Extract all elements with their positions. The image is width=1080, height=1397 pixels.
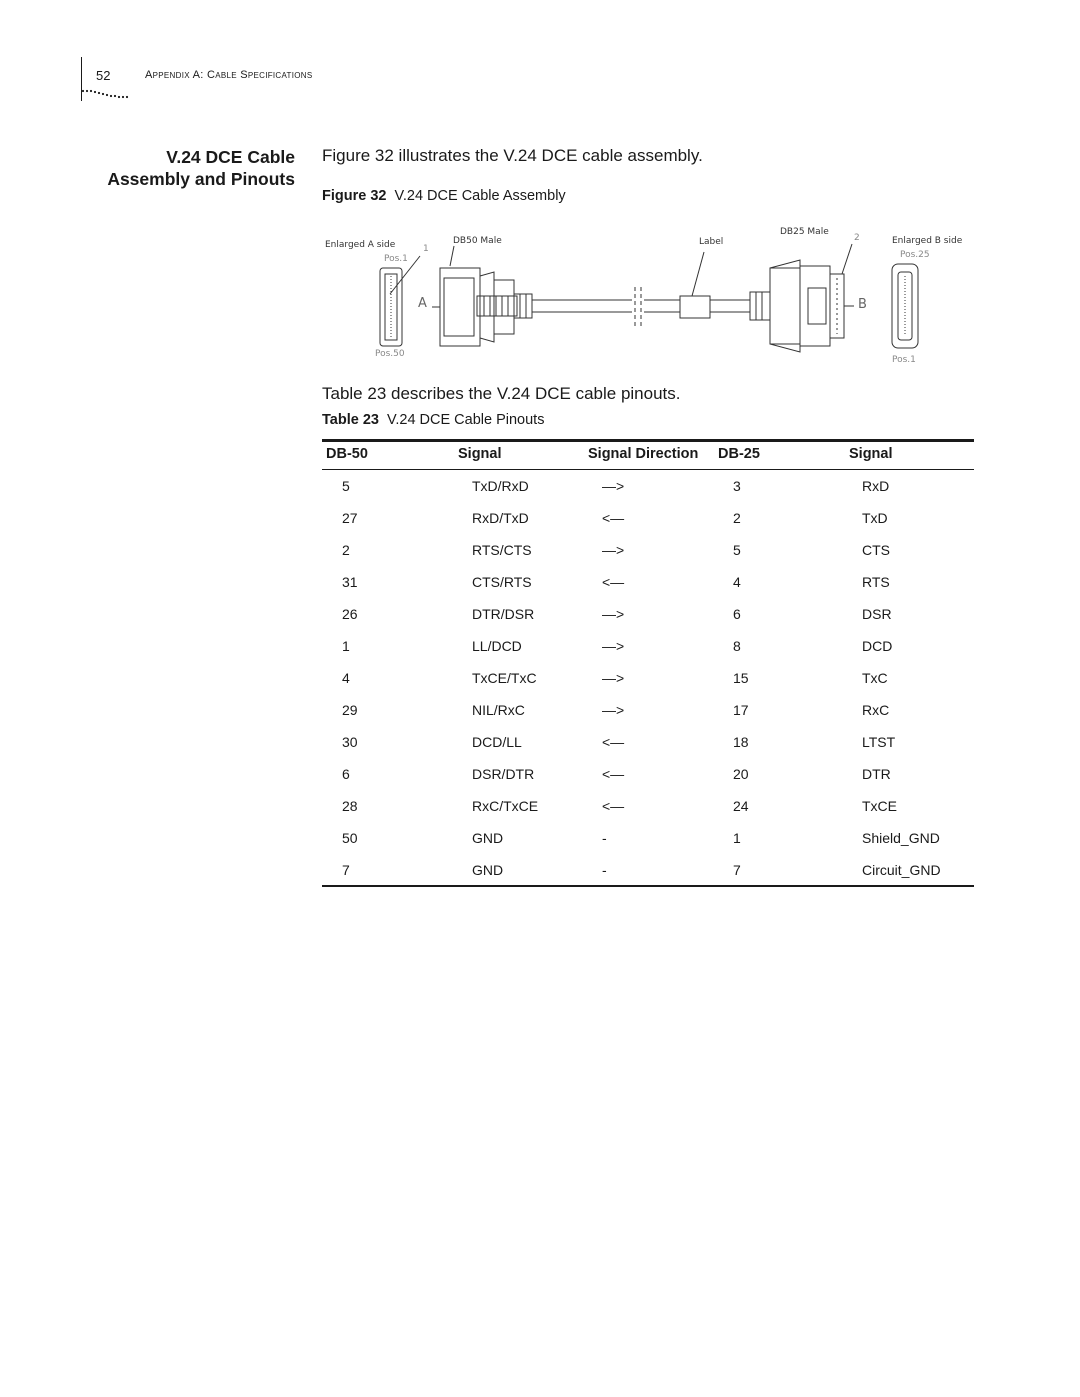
label-pos1-b: Pos.1 [892,355,916,365]
cell-db25: 1 [733,830,741,846]
cell-db25: 2 [733,510,741,526]
figure-caption-label: Figure 32 [322,188,387,204]
cell-signal-a: RxC/TxCE [472,798,539,814]
cable-assembly-figure [322,222,974,370]
figure-caption-text: V.24 DCE Cable Assembly [394,188,566,204]
cell-db25: 5 [733,542,741,558]
header-dots-ornament [80,88,132,102]
label-b: B [858,297,867,312]
cell-direction: <— [602,574,625,590]
cell-signal-b: RxC [862,702,890,718]
cell-db25: 18 [733,734,749,750]
cell-db25: 3 [733,478,741,494]
cell-signal-a: GND [472,862,504,878]
table-top-rule [322,439,974,442]
section-heading [35,146,295,190]
cell-signal-a: DTR/DSR [472,606,535,622]
cell-direction: —> [602,606,625,622]
section-heading-line2: Assembly and Pinouts [107,169,295,189]
cell-direction: <— [602,734,625,750]
label-db25: DB25 Male [780,227,829,237]
table-row [0,830,1080,862]
header-signal-b: Signal [849,446,893,462]
cell-signal-a: CTS/RTS [472,574,532,590]
label-pos50: Pos.50 [375,349,405,359]
label-enlarged-a: Enlarged A side [325,240,396,250]
table-caption [322,412,544,428]
cell-db25: 4 [733,574,741,590]
cell-direction: - [602,862,607,878]
figure-intro-text: Figure 32 illustrates the V.24 DCE cable assembly. [322,146,703,165]
label-pos25: Pos.25 [900,250,930,260]
header-signal-a: Signal [458,446,502,462]
table-row [0,702,1080,734]
header-db50: DB-50 [326,446,368,462]
cell-db50: 2 [342,542,350,558]
label-num2: 2 [854,233,860,243]
cell-signal-a: TxCE/TxC [472,670,537,686]
cell-signal-b: TxCE [862,798,897,814]
cell-signal-b: CTS [862,542,890,558]
table-row [0,670,1080,702]
table-bottom-rule [322,885,974,887]
cell-db25: 24 [733,798,749,814]
cell-db50: 30 [342,734,358,750]
cell-db50: 26 [342,606,358,622]
cell-signal-b: LTST [862,734,896,750]
header-signal-direction: Signal Direction [588,446,699,462]
table-intro-text: Table 23 describes the V.24 DCE cable pinouts. [322,384,681,403]
cell-signal-a: RxD/TxD [472,510,529,526]
cell-signal-b: DTR [862,766,891,782]
cell-db50: 31 [342,574,358,590]
page-number: 52 [96,68,111,83]
cell-direction: —> [602,702,625,718]
table-row [0,798,1080,830]
cell-db50: 5 [342,478,350,494]
table-row [0,862,1080,894]
table-row [0,542,1080,574]
table-row [0,510,1080,542]
cell-signal-b: Circuit_GND [862,862,941,878]
table-header-rule [322,469,974,470]
cell-signal-a: LL/DCD [472,638,522,654]
label-db50: DB50 Male [453,236,502,246]
running-title: Appendix A: Cable Specifications [145,69,313,81]
cell-direction: —> [602,478,625,494]
table-caption-label: Table 23 [322,412,379,428]
table-row [0,574,1080,606]
label-enlarged-b: Enlarged B side [892,236,963,246]
cell-db25: 8 [733,638,741,654]
cell-db25: 15 [733,670,749,686]
table-row [0,734,1080,766]
section-heading-line1: V.24 DCE Cable [166,147,295,167]
cell-signal-b: RTS [862,574,890,590]
cell-signal-a: GND [472,830,504,846]
cell-signal-a: RTS/CTS [472,542,532,558]
cell-db25: 7 [733,862,741,878]
cell-direction: <— [602,510,625,526]
cell-signal-b: TxC [862,670,888,686]
cell-db25: 17 [733,702,749,718]
cell-signal-b: RxD [862,478,890,494]
cell-signal-a: NIL/RxC [472,702,525,718]
table-row [0,606,1080,638]
cell-db50: 29 [342,702,358,718]
cell-db25: 6 [733,606,741,622]
cell-signal-a: TxD/RxD [472,478,529,494]
cell-direction: —> [602,638,625,654]
cell-direction: <— [602,798,625,814]
cell-signal-b: DSR [862,606,892,622]
cell-signal-b: TxD [862,510,888,526]
cell-signal-a: DSR/DTR [472,766,535,782]
table-row [0,766,1080,798]
cell-db50: 27 [342,510,358,526]
cell-signal-b: DCD [862,638,893,654]
cell-db25: 20 [733,766,749,782]
cell-db50: 28 [342,798,358,814]
cell-db50: 7 [342,862,350,878]
header-db25: DB-25 [718,446,760,462]
cell-direction: —> [602,542,625,558]
cell-direction: - [602,830,607,846]
cell-signal-a: DCD/LL [472,734,522,750]
table-row [0,638,1080,670]
figure-caption [322,188,566,204]
cell-db50: 6 [342,766,350,782]
label-num1: 1 [423,244,429,254]
table-row [0,478,1080,510]
label-pos1-a: Pos.1 [384,254,408,264]
label-a: A [418,296,427,311]
label-label: Label [699,237,724,247]
cell-signal-b: Shield_GND [862,830,940,846]
cell-direction: —> [602,670,625,686]
cell-db50: 1 [342,638,350,654]
cell-direction: <— [602,766,625,782]
cell-db50: 4 [342,670,350,686]
cell-db50: 50 [342,830,358,846]
table-caption-text: V.24 DCE Cable Pinouts [387,412,545,428]
